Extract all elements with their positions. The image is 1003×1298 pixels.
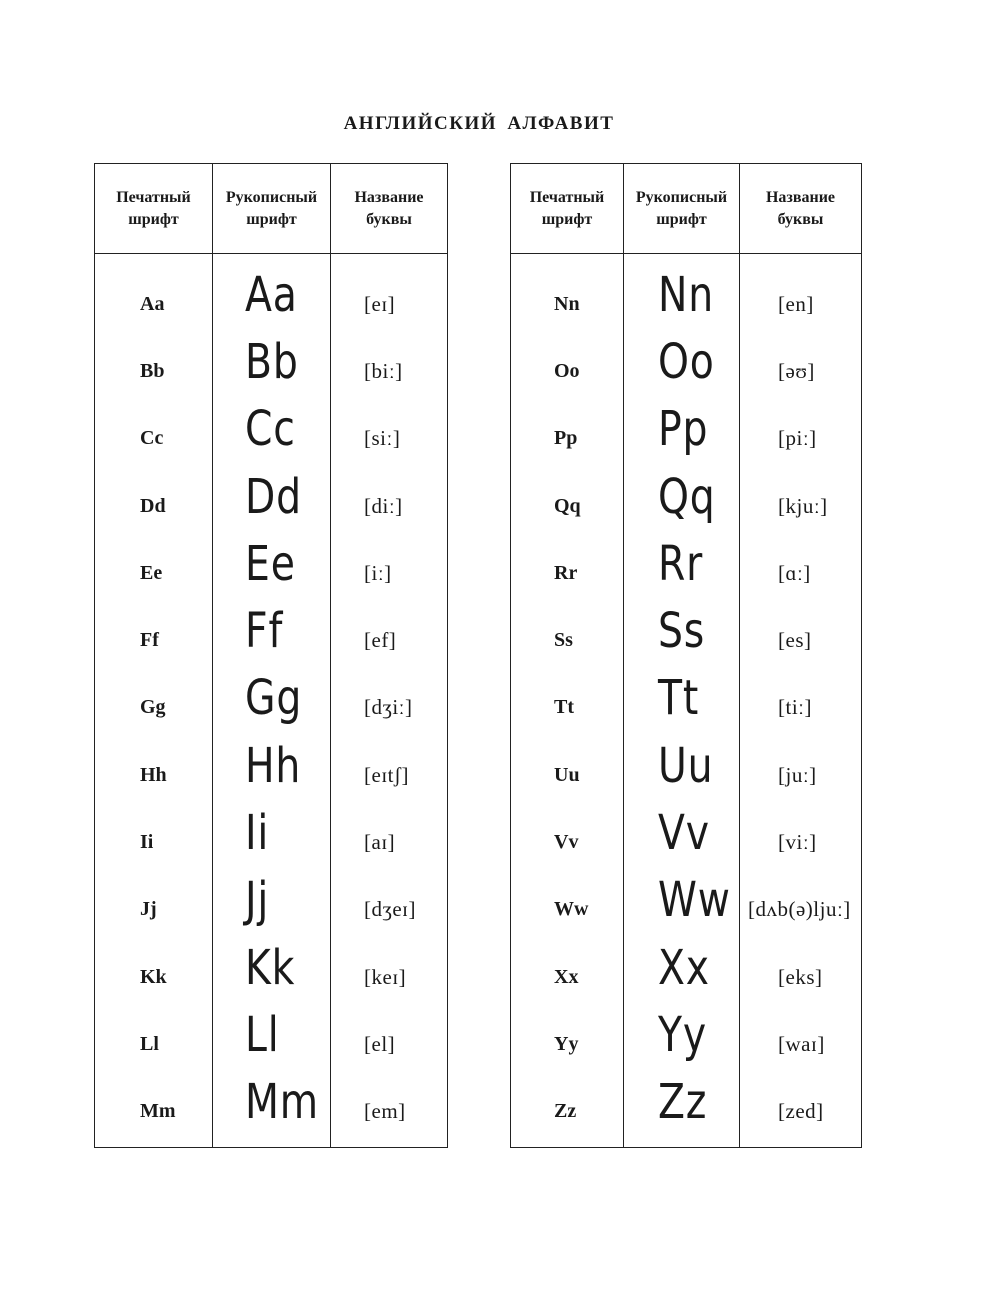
handwritten-letter: Ff: [245, 602, 284, 659]
printed-letter: Ss: [554, 629, 573, 651]
handwritten-letter: Kk: [245, 939, 296, 996]
handwritten-letter: Bb: [245, 333, 299, 390]
letter-name-transcription: [dʒeɪ]: [364, 897, 416, 921]
header-printed: Печатный шрифт: [529, 188, 605, 228]
alphabet-table-left: [94, 163, 448, 1148]
printed-letter: Cc: [140, 427, 164, 449]
letter-name-transcription: [el]: [364, 1032, 396, 1056]
printed-letter: Xx: [554, 966, 579, 988]
header-divider: [511, 253, 861, 254]
table-row: [95, 737, 447, 809]
handwritten-letter: Ee: [245, 535, 296, 592]
handwritten-letter: Yy: [658, 1006, 707, 1063]
letter-name-transcription: [keɪ]: [364, 965, 407, 989]
table-row: [511, 400, 861, 472]
table-row: [95, 400, 447, 472]
printed-letter: Tt: [554, 696, 574, 718]
handwritten-letter: Pp: [658, 400, 709, 457]
printed-letter: Uu: [554, 764, 580, 786]
letter-name-transcription: [aɪ]: [364, 830, 396, 854]
handwritten-letter: Vv: [658, 804, 710, 861]
printed-letter: Ff: [140, 629, 159, 651]
printed-letter: Vv: [554, 831, 579, 853]
handwritten-letter: Dd: [245, 468, 302, 525]
table-row: [95, 669, 447, 741]
letter-name-transcription: [tiː]: [778, 695, 812, 719]
printed-letter: Ii: [140, 831, 154, 853]
printed-letter: Kk: [140, 966, 167, 988]
table-row: [95, 804, 447, 876]
printed-letter: Ww: [554, 898, 589, 920]
table-row: [511, 669, 861, 741]
header-letter-name: Название буквы: [765, 188, 836, 228]
letter-name-transcription: [en]: [778, 292, 814, 316]
printed-letter: Hh: [140, 764, 167, 786]
printed-letter: Mm: [140, 1100, 176, 1122]
handwritten-letter: Zz: [658, 1073, 708, 1130]
letter-name-transcription: [ef]: [364, 628, 397, 652]
letter-name-transcription: [ɑː]: [778, 561, 811, 585]
letter-name-transcription: [dʒiː]: [364, 695, 413, 719]
handwritten-letter: Aa: [245, 266, 298, 323]
table-row: [511, 871, 861, 943]
handwritten-letter: Tt: [658, 669, 700, 726]
page-title: АНГЛИЙСКИЙ АЛФАВИТ: [343, 113, 615, 134]
printed-letter: Aa: [140, 293, 165, 315]
handwritten-letter: Mm: [245, 1073, 319, 1130]
letter-name-transcription: [piː]: [778, 426, 817, 450]
header-handwritten: Рукописный шрифт: [225, 188, 318, 228]
printed-letter: Dd: [140, 495, 166, 517]
printed-letter: Yy: [554, 1033, 579, 1055]
letter-name-transcription: [es]: [778, 628, 812, 652]
handwritten-letter: Xx: [658, 939, 710, 996]
letter-name-transcription: [waɪ]: [778, 1032, 825, 1056]
printed-letter: Ll: [140, 1033, 159, 1055]
handwritten-letter: Uu: [658, 737, 714, 794]
header-printed: Печатный шрифт: [116, 188, 191, 228]
table-row: [95, 1073, 447, 1145]
handwritten-letter: Hh: [245, 737, 302, 794]
letter-name-transcription: [juː]: [778, 763, 817, 787]
letter-name-transcription: [eɪtʃ]: [364, 763, 409, 787]
handwritten-letter: Ss: [658, 602, 706, 659]
header-letter-name: Название буквы: [354, 188, 424, 228]
printed-letter: Gg: [140, 696, 166, 718]
printed-letter: Bb: [140, 360, 165, 382]
letter-name-transcription: [əʊ]: [778, 359, 815, 383]
header-divider: [95, 253, 447, 254]
printed-letter: Oo: [554, 360, 580, 382]
printed-letter: Nn: [554, 293, 580, 315]
letter-name-transcription: [diː]: [364, 494, 403, 518]
handwritten-letter: Gg: [245, 669, 303, 726]
handwritten-letter: Nn: [658, 266, 715, 323]
printed-letter: Rr: [554, 562, 578, 584]
letter-name-transcription: [em]: [364, 1099, 406, 1123]
letter-name-transcription: [zed]: [778, 1099, 824, 1123]
header-handwritten: Рукописный шрифт: [635, 188, 728, 228]
letter-name-transcription: [biː]: [364, 359, 403, 383]
printed-letter: Jj: [140, 898, 157, 920]
letter-name-transcription: [iː]: [364, 561, 392, 585]
handwritten-letter: Ii: [245, 804, 270, 861]
letter-name-transcription: [eks]: [778, 965, 823, 989]
printed-letter: Zz: [554, 1100, 577, 1122]
table-row: [511, 1073, 861, 1145]
letter-name-transcription: [dʌb(ə)ljuː]: [748, 897, 851, 921]
table-row: [95, 871, 447, 943]
handwritten-letter: Oo: [658, 333, 715, 390]
handwritten-letter: Rr: [658, 535, 704, 592]
handwritten-letter: Cc: [245, 400, 296, 457]
letter-name-transcription: [kjuː]: [778, 494, 828, 518]
printed-letter: Qq: [554, 495, 581, 517]
letter-name-transcription: [viː]: [778, 830, 817, 854]
handwritten-letter: Jj: [245, 871, 270, 928]
alphabet-table-right: [510, 163, 862, 1148]
handwritten-letter: Ww: [658, 871, 731, 928]
letter-name-transcription: [siː]: [364, 426, 401, 450]
letter-name-transcription: [eɪ]: [364, 292, 396, 316]
handwritten-letter: Qq: [658, 468, 716, 525]
printed-letter: Ee: [140, 562, 163, 584]
printed-letter: Pp: [554, 427, 578, 449]
handwritten-letter: Ll: [245, 1006, 280, 1063]
